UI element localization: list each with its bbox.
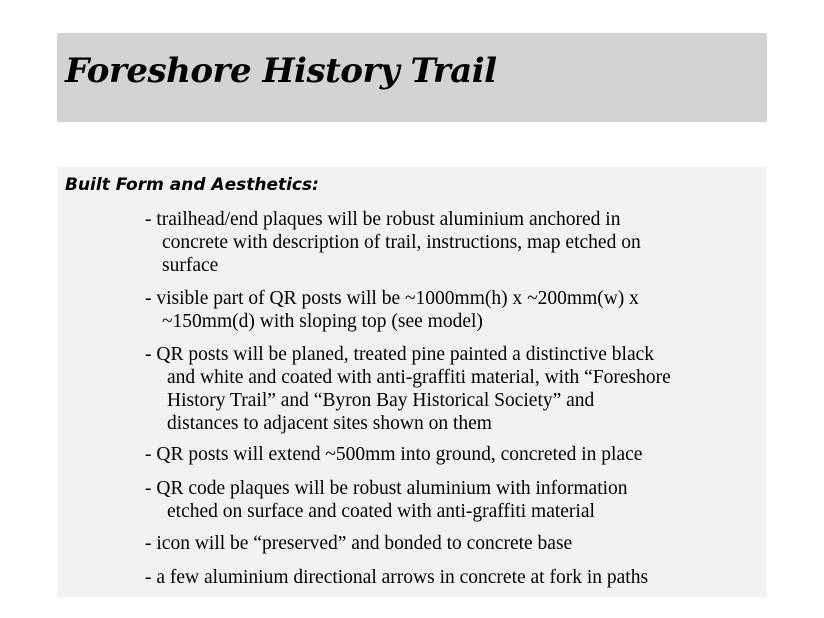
bullet-item xyxy=(145,477,628,523)
bullet-item xyxy=(145,287,639,333)
bullet-line: - icon will be “preserved” and bonded to concrete base xyxy=(145,533,573,554)
bullet-line: - QR posts will be planed, treated pine painted a distinctive black xyxy=(145,344,655,365)
bullet-line: concrete with description of trail, instructions, map etched on xyxy=(162,232,641,253)
bullet-line: History Trail” and “Byron Bay Historical Society” and xyxy=(167,390,595,411)
bullet-line: - QR code plaques will be robust aluminium with information xyxy=(145,478,628,499)
bullet-line: - visible part of QR posts will be ~1000mm(h) x ~200mm(w) x xyxy=(145,288,639,309)
content-panel xyxy=(57,167,767,597)
bullet-item xyxy=(145,343,671,435)
bullet-line: and white and coated with anti-graffiti material, with “Foreshore xyxy=(167,367,671,388)
title-banner xyxy=(57,33,767,122)
bullet-line: - QR posts will extend ~500mm into ground, concreted in place xyxy=(145,444,643,465)
bullet-line: distances to adjacent sites shown on them xyxy=(167,413,492,434)
bullet-line: surface xyxy=(162,255,219,276)
bullet-line: - a few aluminium directional arrows in concrete at fork in paths xyxy=(145,567,649,588)
bullet-item xyxy=(145,443,642,466)
bullet-item xyxy=(145,532,572,555)
slide-title: Foreshore History Trail xyxy=(65,51,497,91)
bullet-item xyxy=(145,566,648,589)
bullet-line: ~150mm(d) with sloping top (see model) xyxy=(162,311,483,332)
bullet-item xyxy=(145,208,641,277)
section-heading: Built Form and Aesthetics: xyxy=(65,175,319,195)
bullet-line: - trailhead/end plaques will be robust aluminium anchored in xyxy=(145,209,621,230)
bullet-line: etched on surface and coated with anti-graffiti material xyxy=(167,501,595,522)
